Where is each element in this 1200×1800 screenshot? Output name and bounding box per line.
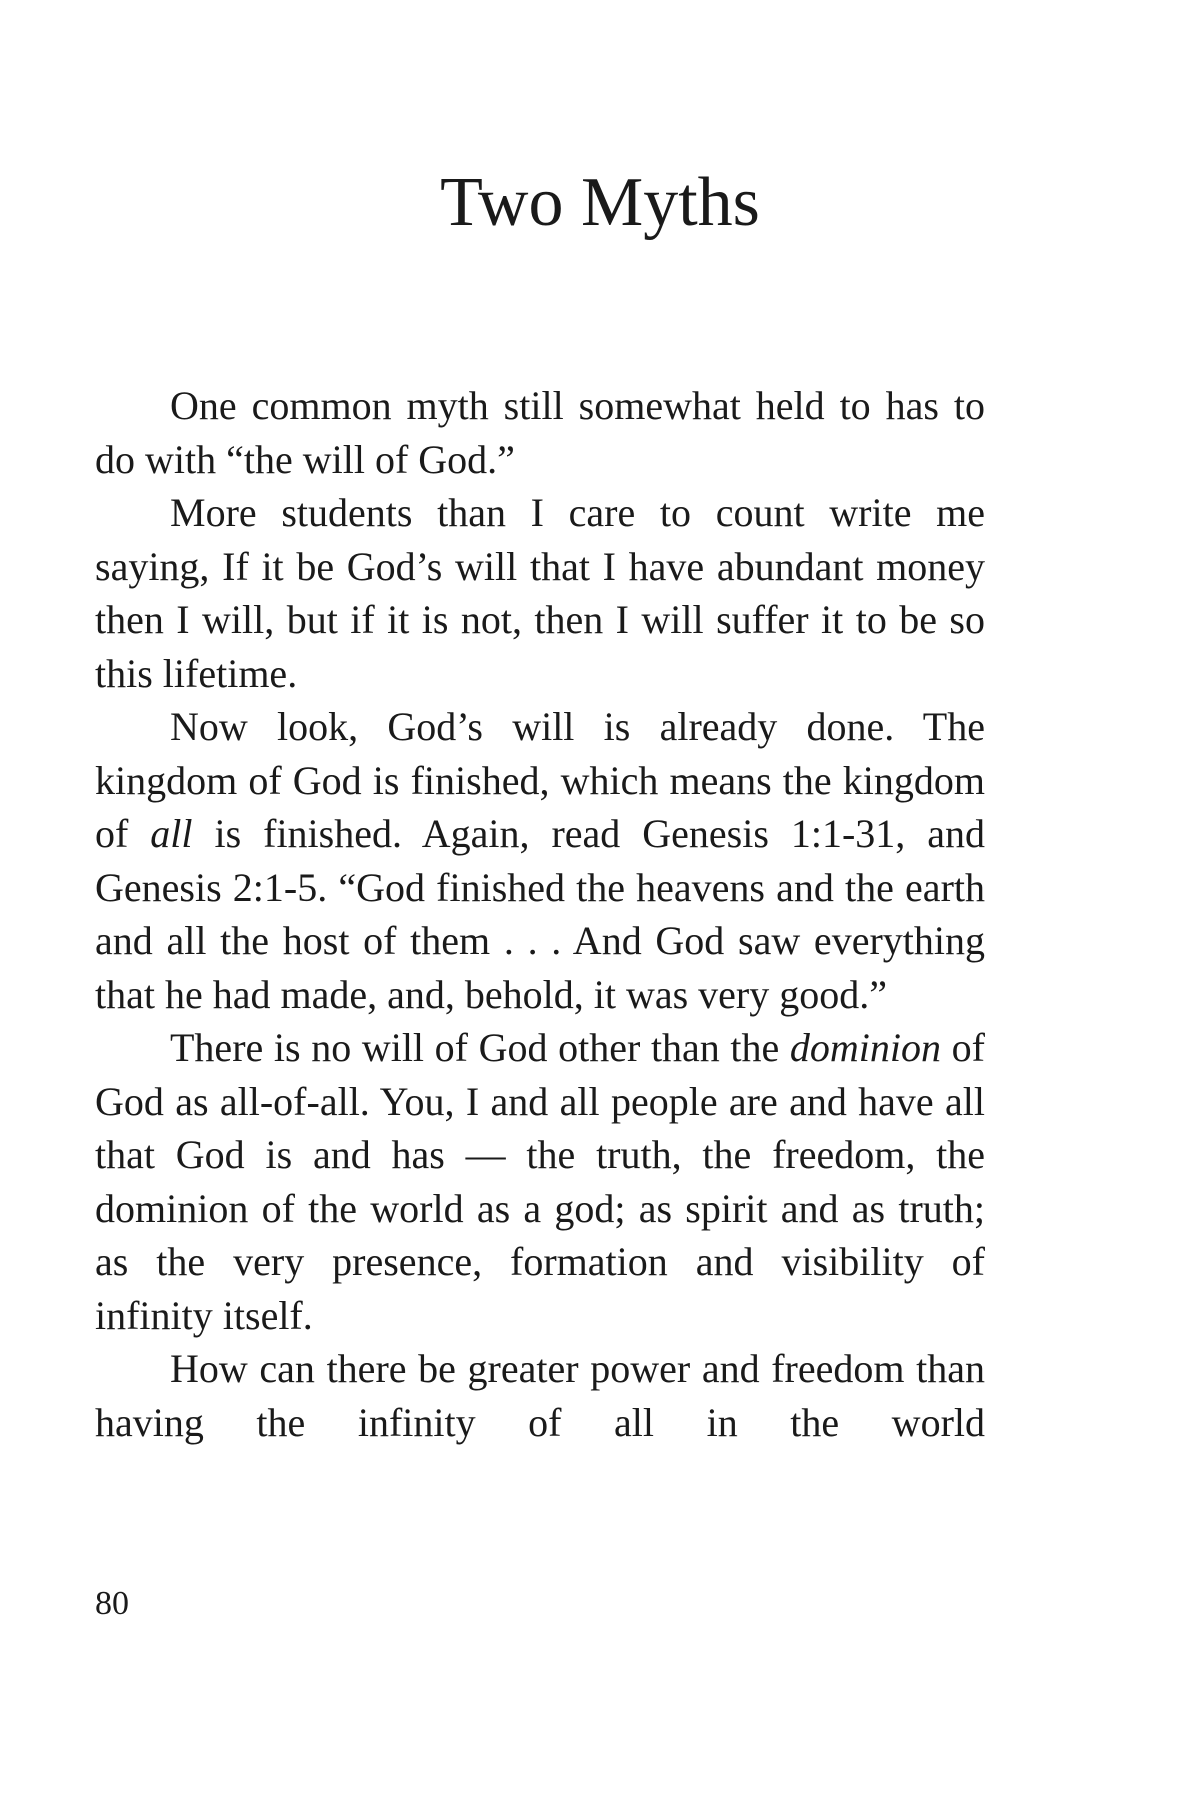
emphasis-dominion: dominion [789, 1025, 942, 1070]
emphasis-all: all [150, 811, 193, 856]
paragraph-3 [95, 700, 985, 1021]
paragraph-4 [95, 1021, 985, 1342]
paragraph-5: How can there be greater power and freedom than having the infinity of all in the world [95, 1346, 985, 1445]
paragraph-4-text: There is no will of God other than the [170, 1025, 790, 1070]
paragraph-4-text-cont: of God as all-of-all. You, I and all people are and have all that God is and has — the truth, the freedom, the dominion of the world as a god; as spirit and as truth; as the very presence, formation and visibility of infinity itself. [95, 1025, 985, 1338]
chapter-title: Two Myths [440, 164, 760, 241]
paragraph-3-text: Now look, God’s will is already done. The kingdom of God is finished, which means the kingdom of [95, 704, 985, 856]
paragraph-1: One common myth still somewhat held to has to do with “the will of God.” [95, 383, 985, 482]
body-text [95, 379, 985, 1449]
paragraph-2: More students than I care to count write me saying, If it be God’s will that I have abundant money then I will, but if it is not, then I will suffer it to be so this lifetime. [95, 490, 985, 696]
paragraph-3-text-cont: is finished. Again, read Genesis 1:1-31, and Genesis 2:1-5. “God finished the heavens and the earth and all the host of them . . . And God saw everything that he had made, and, behold, it was very good.” [95, 811, 985, 1017]
page-number: 80 [95, 1585, 129, 1622]
